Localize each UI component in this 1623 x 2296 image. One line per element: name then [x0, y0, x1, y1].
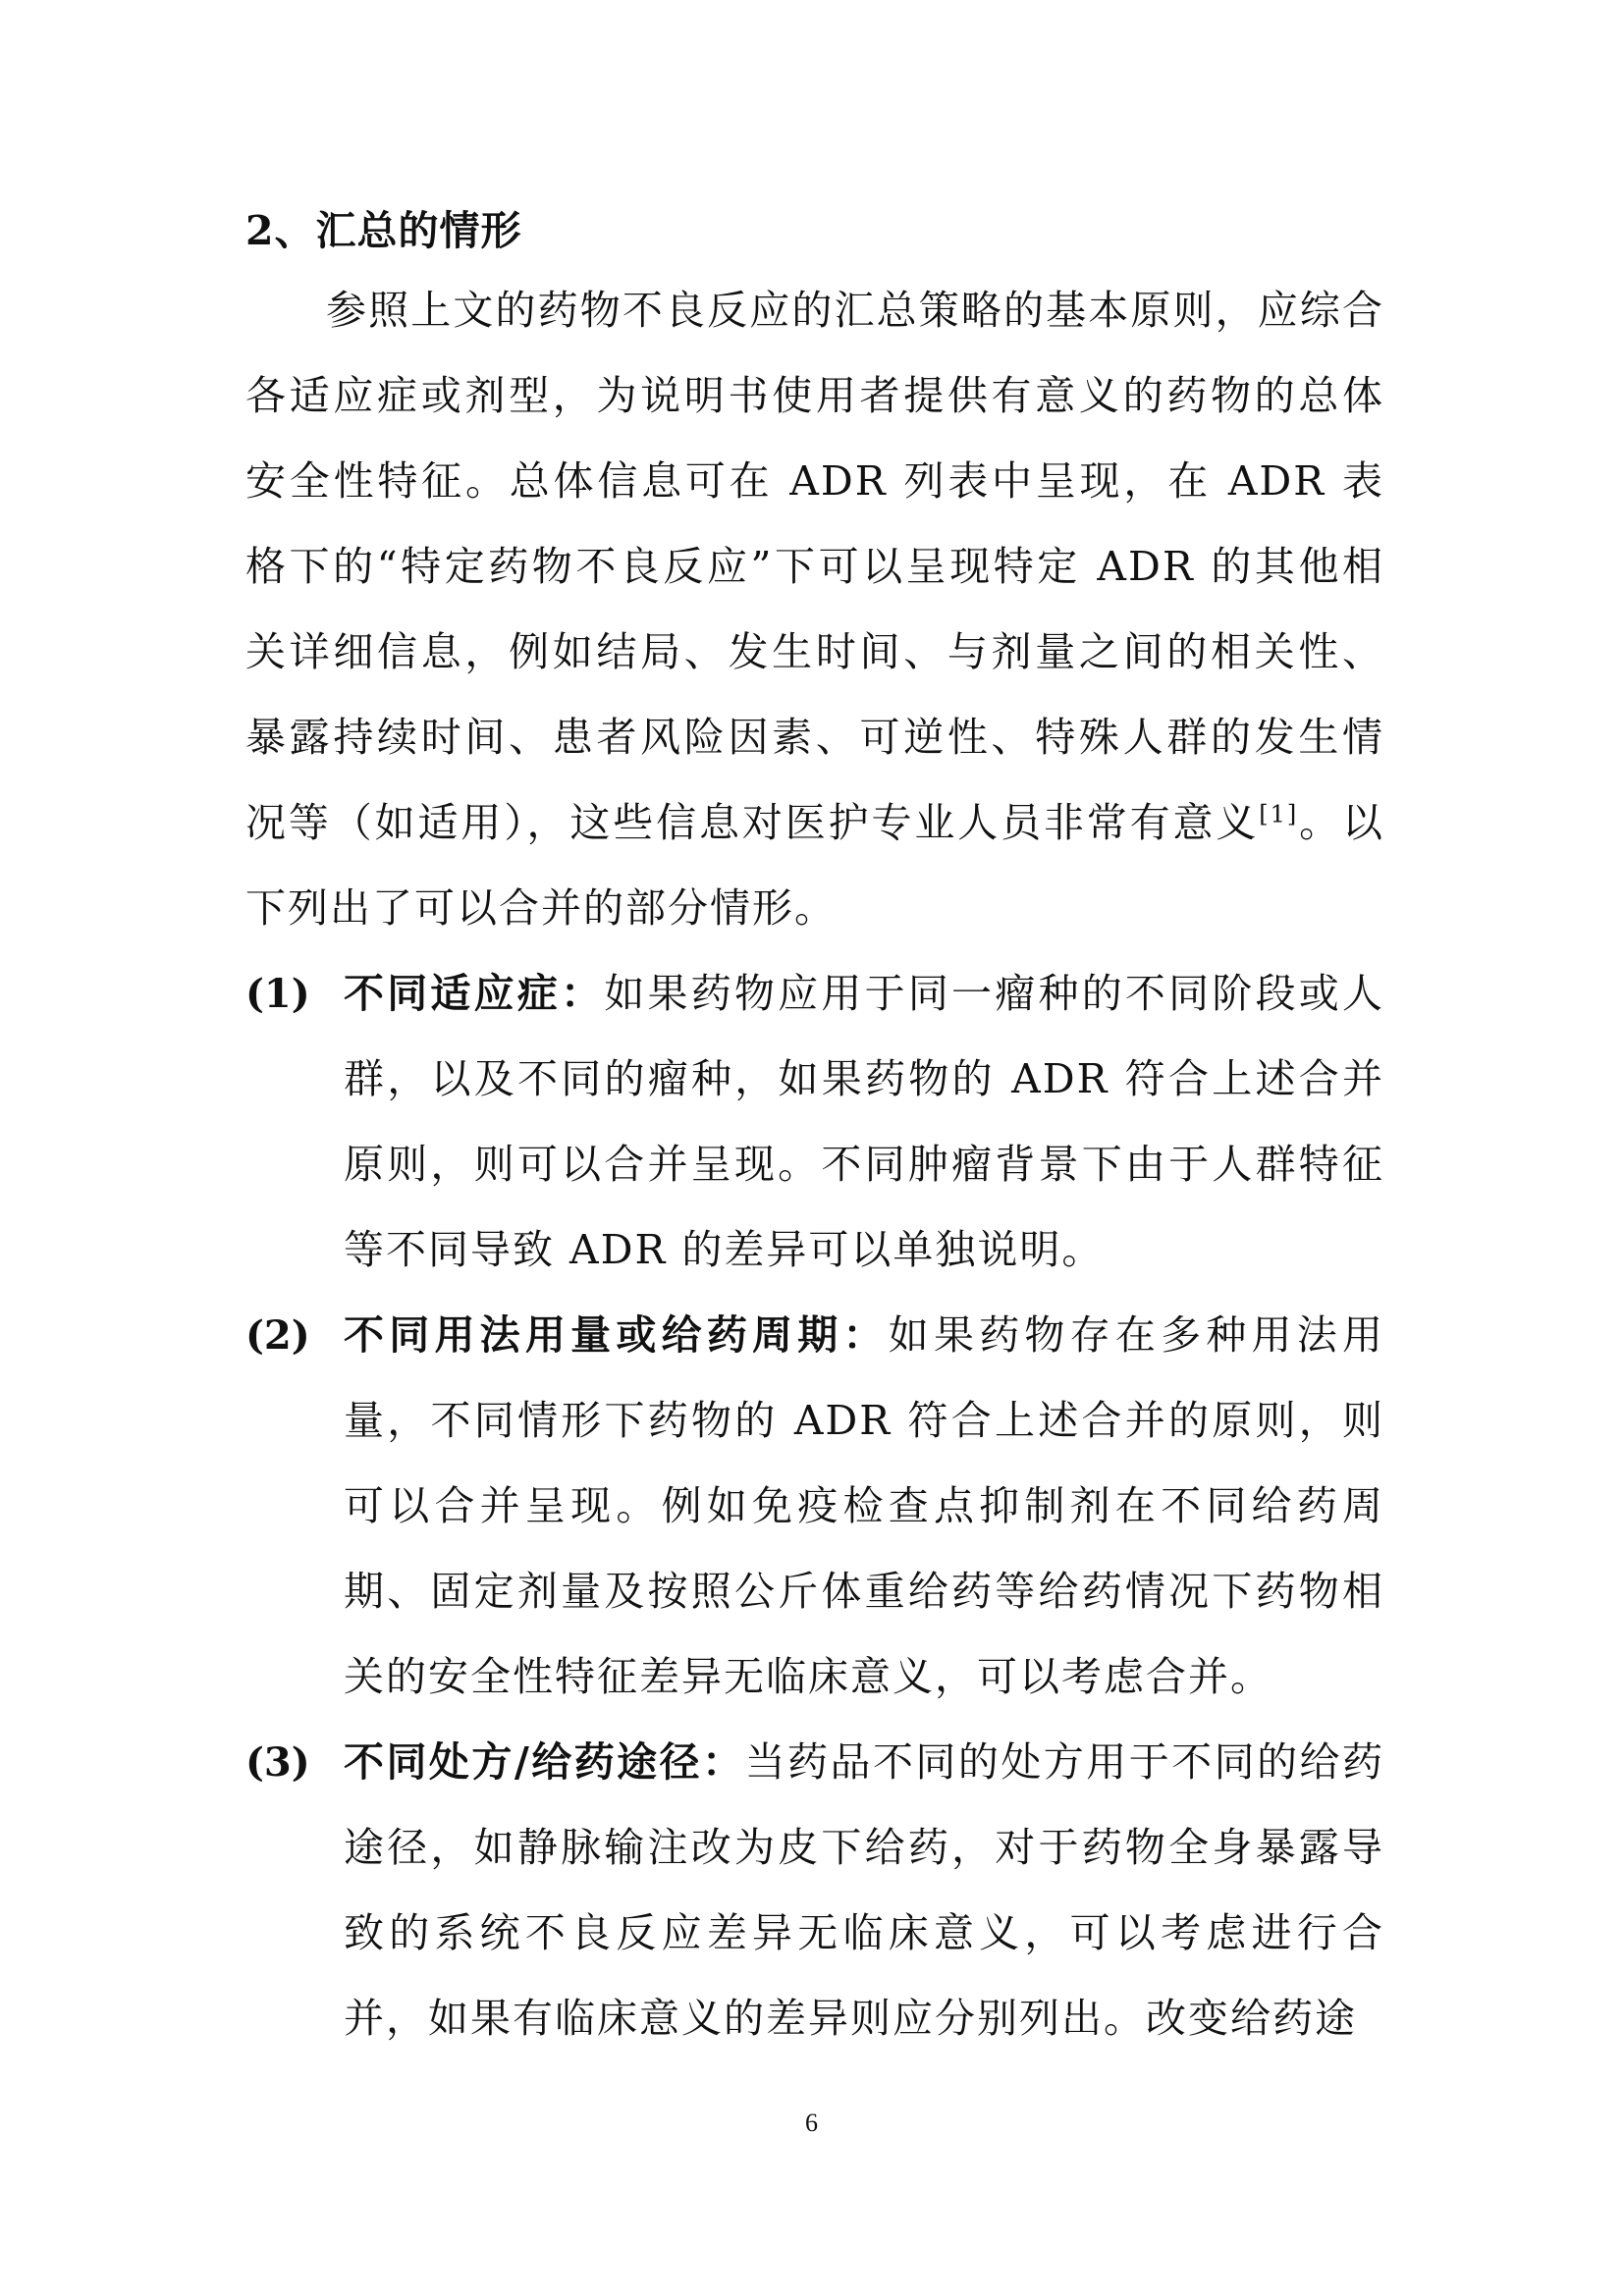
list-item — [245, 1293, 1384, 1720]
intro-text-end: 。以下列出了可以合并的部分情形。 — [245, 799, 1385, 932]
item-body — [344, 1720, 1384, 2061]
case-list — [245, 951, 1384, 2061]
item-term: 不同适应症： — [344, 970, 605, 1017]
item-text: 当药品不同的处方用于不同的给药途径，如静脉输注改为皮下给药，对于药物全身暴露导致的系统不良反应差异无临床意义，可以考虑进行合并，如果有临床意义的差异则应分别列出。改变给药途 — [344, 1738, 1385, 2042]
item-number: (1) — [245, 971, 310, 1017]
intro-paragraph — [245, 268, 1384, 951]
item-number: (3) — [245, 1739, 310, 1786]
item-text: 如果药物应用于同一瘤种的不同阶段或人群，以及不同的瘤种，如果药物的 ADR 符合上述合并原则，则可以合并呈现。不同肿瘤背景下由于人群特征等不同导致 ADR 的差异可以单独说明。 — [344, 970, 1385, 1273]
intro-text: 参照上文的药物不良反应的汇总策略的基本原则，应综合各适应症或剂型，为说明书使用者提供有意义的药物的总体安全性特征。总体信息可在 ADR 列表中呈现，在 ADR 表格下的“特定药物不良反应”下可以呈现特定 ADR 的其他相关详细信息，例如结局、发生时间、与剂量之间的相关性、暴露持续时间、患者风险因素、可逆性、特殊人群的发生情况等（如适用），这些信息对医护专业人员非常有意义 — [245, 287, 1384, 846]
item-number: (2) — [245, 1312, 310, 1359]
page-number: 6 — [805, 2109, 818, 2137]
item-body — [344, 1293, 1384, 1720]
item-text: 如果药物存在多种用法用量，不同情形下药物的 ADR 符合上述合并的原则，则可以合并呈现。例如免疫检查点抑制剂在不同给药周期、固定剂量及按照公斤体重给药等给药情况下药物相关的安全性特征差异无临床意义，可以考虑合并。 — [344, 1311, 1385, 1700]
section-title: 2、汇总的情形 — [245, 207, 522, 254]
item-body — [344, 951, 1384, 1293]
reference-marker: [1] — [1259, 800, 1299, 828]
item-term: 不同处方/给药途径： — [344, 1738, 745, 1786]
page-content — [245, 201, 1384, 2061]
item-term: 不同用法用量或给药周期： — [344, 1311, 889, 1359]
list-item — [245, 951, 1384, 1293]
list-item — [245, 1720, 1384, 2061]
